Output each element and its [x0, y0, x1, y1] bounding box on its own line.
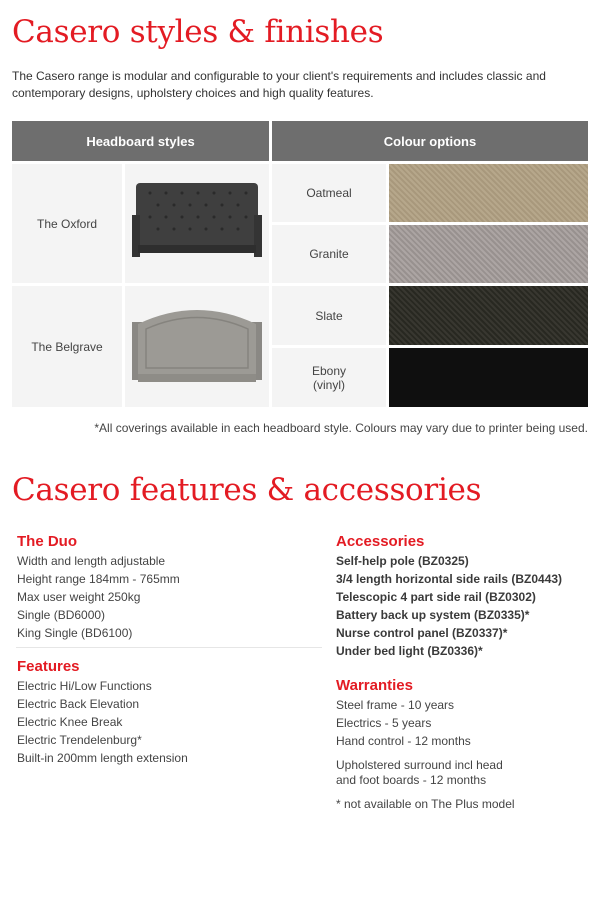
features-list [17, 677, 188, 767]
warranties-list [336, 696, 471, 750]
list-item: Electric Trendelenburg* [17, 733, 142, 747]
list-item: Electric Hi/Low Functions [17, 679, 152, 693]
upholstered-warranty-line2: and foot boards - 12 months [336, 773, 487, 787]
list-item: Under bed light (BZ0336)* [336, 644, 483, 658]
swatch-slate [389, 286, 588, 345]
features-title: Casero features & accessories [12, 472, 482, 508]
list-item: Electric Knee Break [17, 715, 123, 729]
list-item: Electric Back Elevation [17, 697, 140, 711]
style-name-oxford: The Oxford [12, 164, 122, 283]
belgrave-image-cell [125, 286, 269, 407]
duo-list [17, 552, 180, 642]
colour-name-granite: Granite [272, 225, 386, 283]
list-item: Width and length adjustable [17, 554, 166, 568]
accessories-heading: Accessories [336, 533, 425, 550]
list-item: Single (BD6000) [17, 608, 106, 622]
swatch-oatmeal [389, 164, 588, 222]
list-item: Built-in 200mm length extension [17, 751, 188, 765]
list-item: 3/4 length horizontal side rails (BZ0443) [336, 572, 563, 586]
intro-paragraph: The Casero range is modular and configurable to your client's requirements and includes classic and contemporary designs, upholstery choices and high quality features. [12, 69, 546, 100]
oxford-headboard-image [130, 181, 264, 267]
header-colour-options: Colour options [272, 121, 588, 161]
features-heading: Features [17, 658, 80, 675]
colour-name-ebony [272, 348, 386, 407]
list-item: Hand control - 12 months [336, 734, 471, 748]
list-item: Nurse control panel (BZ0337)* [336, 626, 508, 640]
warranties-heading: Warranties [336, 677, 413, 694]
list-item: Battery back up system (BZ0335)* [336, 608, 530, 622]
colour-name-slate: Slate [272, 286, 386, 345]
styles-title: Casero styles & finishes [12, 14, 384, 50]
style-name-belgrave: The Belgrave [12, 286, 122, 407]
plus-model-note: * not available on The Plus model [336, 797, 515, 811]
duo-heading: The Duo [17, 533, 77, 550]
header-headboard-styles: Headboard styles [12, 121, 269, 161]
list-item: Height range 184mm - 765mm [17, 572, 180, 586]
oxford-image-cell [125, 164, 269, 283]
styles-colours-table [12, 121, 588, 407]
colour-name-ebony-line1: Ebony [311, 363, 347, 378]
list-item: Self-help pole (BZ0325) [336, 554, 469, 568]
list-item: Telescopic 4 part side rail (BZ0302) [336, 590, 536, 604]
accessories-list [336, 552, 562, 660]
list-item: King Single (BD6100) [17, 626, 133, 640]
belgrave-headboard-image [130, 302, 264, 392]
upholstered-warranty-line1: Upholstered surround incl head [336, 758, 503, 772]
list-item: Max user weight 250kg [17, 590, 141, 604]
column-divider [16, 647, 322, 648]
colour-name-oatmeal: Oatmeal [272, 164, 386, 222]
colour-name-ebony-line2: (vinyl) [313, 377, 345, 392]
list-item: Electrics - 5 years [336, 716, 432, 730]
swatch-granite [389, 225, 588, 283]
swatch-ebony [389, 348, 588, 407]
coverings-footnote: *All coverings available in each headboard style. Colours may vary due to printer being used. [94, 421, 588, 435]
list-item: Steel frame - 10 years [336, 698, 455, 712]
